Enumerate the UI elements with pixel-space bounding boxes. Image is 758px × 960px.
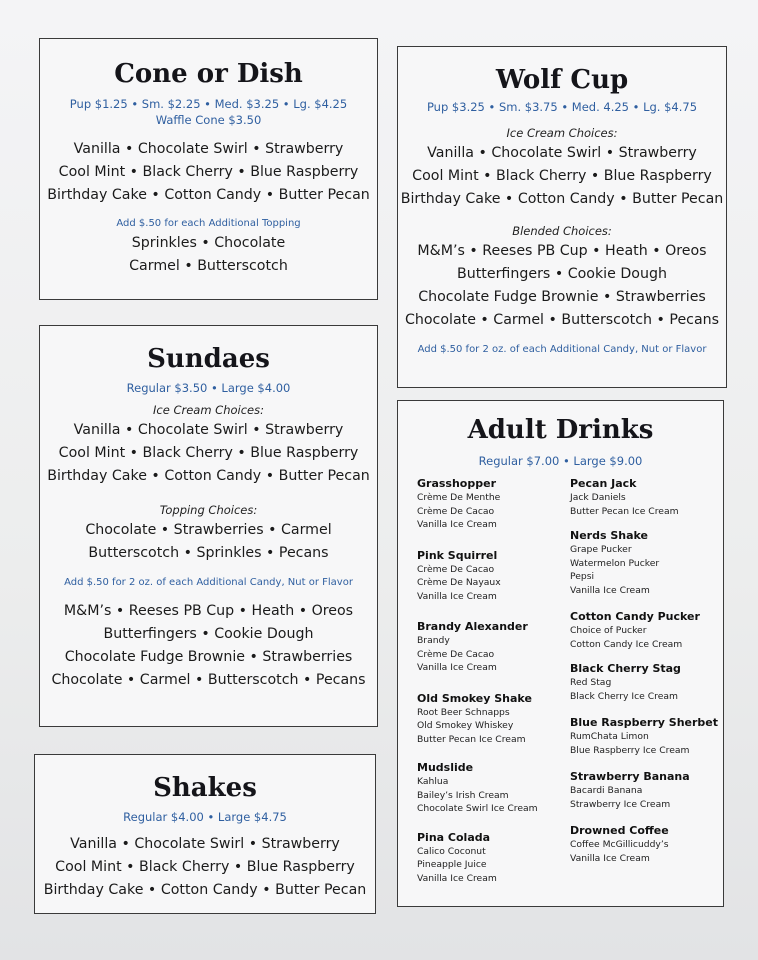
drink-ingredient: Crème De Menthe: [417, 492, 501, 503]
drink-name: Blue Raspberry Sherbet: [570, 716, 719, 729]
section-title: Wolf Cup: [495, 65, 629, 95]
drink-ingredient: Butter Pecan Ice Cream: [570, 505, 679, 517]
candy-line: Chocolate • Carmel • Butterscotch • Pecans: [51, 672, 366, 688]
drink-ingredient: Pepsi: [570, 571, 595, 582]
candy-line: M&M’s • Reeses PB Cup • Heath • Oreos: [63, 603, 354, 619]
price-line: Pup $1.25 • Sm. $2.25 • Med. $3.25 • Lg. $4.25: [69, 97, 348, 111]
drink-ingredient: Calico Coconut: [417, 845, 486, 857]
blended-line: Chocolate • Carmel • Butterscotch • Pecans: [404, 312, 720, 328]
price-line: Regular $4.00 • Large $4.75: [123, 810, 287, 824]
drink-ingredient: Coffee McGillicuddy’s: [570, 839, 669, 850]
shakes-section: [34, 754, 376, 914]
drink-ingredient: Grape Pucker: [570, 544, 632, 555]
drink-name: Pecan Jack: [570, 477, 637, 490]
section-title: Shakes: [153, 773, 257, 803]
blended-label: Blended Choices:: [512, 224, 612, 238]
cone-or-dish-section: [39, 38, 378, 300]
drink-name: Nerds Shake: [570, 529, 648, 542]
drink-ingredient: Strawberry Ice Cream: [570, 798, 671, 810]
drink-ingredient: Black Cherry Ice Cream: [570, 690, 678, 702]
drink-ingredient: Chocolate Swirl Ice Cream: [417, 803, 538, 814]
drink-ingredient: Bacardi Banana: [570, 785, 643, 796]
drink-name: Mudslide: [417, 761, 474, 774]
flavor-line: Birthday Cake • Cotton Candy • Butter Pecan: [400, 191, 724, 207]
drink-ingredient: Butter Pecan Ice Cream: [417, 733, 526, 745]
drink-name: Cotton Candy Pucker: [570, 610, 700, 623]
drink-name: Drowned Coffee: [570, 824, 669, 837]
blended-line: Chocolate Fudge Brownie • Strawberries: [418, 289, 706, 305]
sundaes-section: [39, 325, 378, 727]
drink-ingredient: Bailey’s Irish Cream: [417, 789, 509, 801]
drink-item: [570, 661, 718, 703]
section-title: Sundaes: [147, 344, 270, 374]
drink-item: [570, 476, 718, 518]
drink-item: [417, 548, 538, 604]
flavor-line: Vanilla • Chocolate Swirl • Strawberry: [70, 836, 340, 852]
drink-ingredient: Crème De Cacao: [417, 648, 495, 660]
flavor-line: Cool Mint • Black Cherry • Blue Raspberry: [58, 445, 359, 461]
drink-item: [417, 830, 538, 886]
drink-ingredient: Vanilla Ice Cream: [417, 662, 497, 673]
drink-item: [417, 691, 538, 747]
adult-drinks-section: [397, 400, 724, 907]
flavor-line: Cool Mint • Black Cherry • Blue Raspberry: [55, 859, 355, 875]
drink-name: Black Cherry Stag: [570, 662, 681, 675]
flavor-line: Birthday Cake • Cotton Candy • Butter Pecan: [47, 468, 370, 484]
drink-ingredient: Pineapple Juice: [417, 859, 487, 870]
candy-line: Chocolate Fudge Brownie • Strawberries: [64, 649, 353, 665]
flavor-line: Birthday Cake • Cotton Candy • Butter Pecan: [43, 882, 367, 898]
drink-ingredient: RumChata Limon: [570, 731, 649, 742]
section-title: Cone or Dish: [114, 59, 303, 89]
drink-ingredient: Old Smokey Whiskey: [417, 720, 514, 731]
drink-ingredient: Vanilla Ice Cream: [570, 584, 650, 596]
drink-item: [417, 619, 538, 675]
flavor-line: Cool Mint • Black Cherry • Blue Raspberry: [412, 168, 712, 184]
drink-ingredient: Root Beer Schnapps: [417, 706, 510, 718]
drink-ingredient: Red Stag: [570, 677, 612, 688]
drink-ingredient: Crème De Cacao: [417, 563, 495, 575]
flavor-line: Vanilla • Chocolate Swirl • Strawberry: [427, 145, 697, 161]
topping-line: Butterscotch • Sprinkles • Pecans: [88, 545, 329, 561]
topping-line: Sprinkles • Chocolate: [131, 235, 286, 251]
blended-line: Butterfingers • Cookie Dough: [457, 266, 667, 282]
flavor-line: Vanilla • Chocolate Swirl • Strawberry: [73, 141, 344, 157]
price-line: Regular $7.00 • Large $9.00: [478, 454, 643, 468]
drink-ingredient: Jack Daniels: [570, 492, 626, 503]
ice-cream-label: Ice Cream Choices:: [153, 403, 264, 417]
drink-name: Strawberry Banana: [570, 770, 690, 783]
flavor-line: Cool Mint • Black Cherry • Blue Raspberry: [58, 164, 359, 180]
drinks-right-column: [570, 476, 718, 875]
drink-item: [570, 769, 718, 811]
candy-line: Butterfingers • Cookie Dough: [103, 626, 314, 642]
waffle-price: Waffle Cone $3.50: [155, 113, 262, 127]
price-line: Regular $3.50 • Large $4.00: [126, 381, 291, 395]
drink-name: Brandy Alexander: [417, 620, 528, 633]
drink-item: [570, 715, 718, 757]
topping-label: Topping Choices:: [159, 503, 258, 517]
drink-item: [570, 823, 718, 865]
drink-ingredient: Watermelon Pucker: [570, 557, 660, 569]
add-note: Add $.50 for 2 oz. of each Additional Candy, Nut or Flavor: [64, 577, 353, 588]
drink-ingredient: Cotton Candy Ice Cream: [570, 638, 683, 650]
drink-item: [417, 760, 538, 816]
drink-ingredient: Vanilla Ice Cream: [417, 590, 497, 602]
drink-item: [570, 609, 718, 651]
drink-ingredient: Choice of Pucker: [570, 625, 647, 636]
topping-note: Add $.50 for each Additional Topping: [116, 218, 301, 229]
drink-ingredient: Brandy: [417, 635, 450, 646]
drink-ingredient: Kahlua: [417, 776, 449, 787]
wolf-cup-section: [397, 46, 727, 388]
drink-ingredient: Crème De Nayaux: [417, 577, 501, 588]
blended-line: M&M’s • Reeses PB Cup • Heath • Oreos: [417, 243, 707, 259]
topping-line: Chocolate • Strawberries • Carmel: [85, 522, 332, 538]
price-line: Pup $3.25 • Sm. $3.75 • Med. 4.25 • Lg. $4.75: [426, 100, 698, 114]
drink-ingredient: Blue Raspberry Ice Cream: [570, 744, 690, 756]
drink-item: [417, 476, 538, 532]
drink-name: Grasshopper: [417, 477, 496, 490]
ice-cream-label: Ice Cream Choices:: [506, 126, 618, 140]
drink-ingredient: Vanilla Ice Cream: [570, 852, 650, 864]
flavor-line: Birthday Cake • Cotton Candy • Butter Pecan: [47, 187, 370, 203]
drink-name: Pink Squirrel: [417, 548, 498, 562]
drink-item: [570, 528, 718, 597]
section-title: Adult Drinks: [467, 415, 654, 445]
topping-line: Carmel • Butterscotch: [129, 258, 288, 274]
drink-ingredient: Vanilla Ice Cream: [417, 519, 497, 530]
drink-ingredient: Crème De Cacao: [417, 505, 495, 517]
drink-name: Pina Colada: [417, 830, 491, 844]
drink-ingredient: Vanilla Ice Cream: [417, 872, 497, 884]
add-note: Add $.50 for 2 oz. of each Additional Candy, Nut or Flavor: [417, 344, 707, 355]
flavor-line: Vanilla • Chocolate Swirl • Strawberry: [73, 422, 344, 438]
drinks-left-column: [417, 476, 538, 895]
drink-name: Old Smokey Shake: [417, 691, 532, 705]
